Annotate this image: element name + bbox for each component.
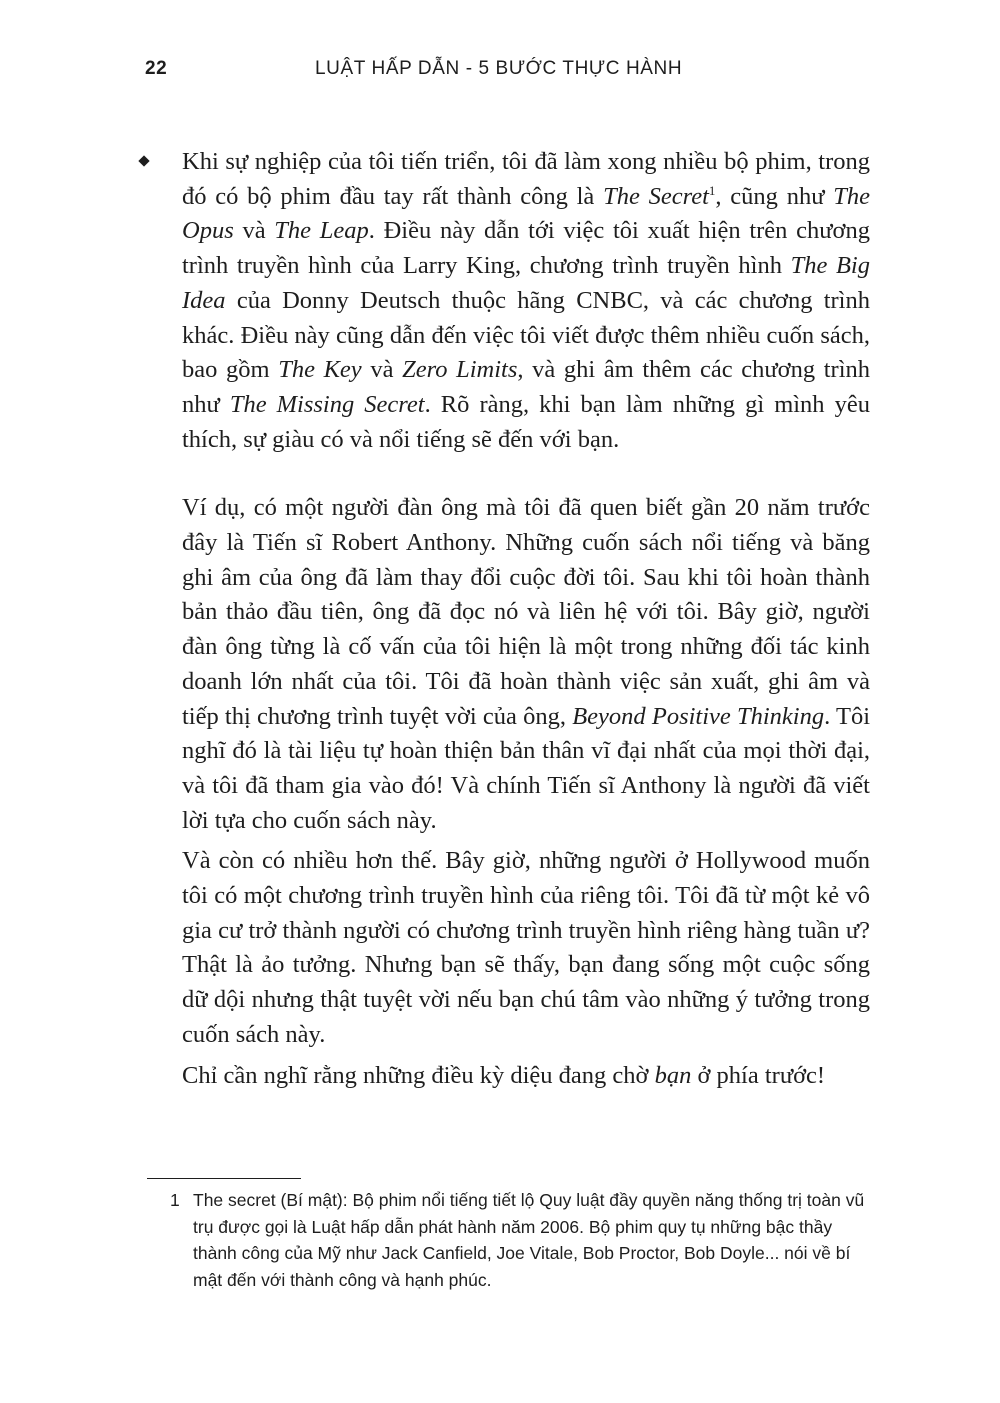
italic-emphasis: bạn bbox=[654, 1061, 692, 1089]
paragraph bbox=[182, 491, 870, 838]
text-run: Khi sự nghiệp của tôi tiến triển, tôi đã làm xong nhiều bộ phim, trong đó có bộ phim đầu tay rất thành công là bbox=[182, 148, 870, 210]
text-run: của Donny Deutsch thuộc hãng CNBC, và các chương trình khác. Điều này cũng dẫn đến việc tôi viết được thêm nhiều cuốn sách, bao gồm bbox=[182, 286, 870, 384]
italic-title: The Secret bbox=[603, 182, 709, 210]
text-run: . Điều này dẫn tới việc tôi xuất hiện trên chương trình truyền hình của Larry King, chương trình truyền hình bbox=[182, 217, 870, 280]
body-text bbox=[182, 145, 870, 1093]
italic-title: Zero Limits bbox=[402, 356, 518, 384]
text-run: . Rõ ràng, khi bạn làm những gì mình yêu thích, sự giàu có và nổi tiếng sẽ đến với bạn. bbox=[182, 390, 870, 453]
bullet-paragraph bbox=[182, 145, 870, 457]
italic-title: The Missing Secret bbox=[229, 390, 425, 418]
paragraph: Và còn có nhiều hơn thế. Bây giờ, những người ở Hollywood muốn tôi có một chương trình truyền hình của riêng tôi. Tôi đã từ một kẻ vô gia cư trở thành người có chương trình truyền hình riêng hàng tuần ư? Thật là ảo tưởng. Nhưng bạn sẽ thấy, bạn đang sống một cuộc sống dữ dội nhưng thật tuyệt vời nếu bạn chú tâm vào những ý tưởng trong cuốn sách này. bbox=[182, 847, 870, 1048]
paragraph bbox=[182, 1059, 870, 1094]
text-run: và bbox=[233, 217, 275, 245]
footnote bbox=[170, 1187, 870, 1293]
text-run: Ví dụ, có một người đàn ông mà tôi đã quen biết gần 20 năm trước đây là Tiến sĩ Robert Anthony. Những cuốn sách nổi tiếng và băng ghi âm của ông đã làm thay đổi cuộc đời tôi. Sau khi tôi hoàn thành bản thảo đầu tiên, ông đã đọc nó và liên hệ với tôi. Bây giờ, người đàn ông từng là cố vấn của tôi hiện là một trong những đối tác kinh doanh lớn nhất của tôi. Tôi đã hoàn thành việc sản xuất, ghi âm và tiếp thị chương trình tuyệt vời của ông, bbox=[182, 494, 870, 730]
footnote-text: The secret (Bí mật): Bộ phim nổi tiếng tiết lộ Quy luật đầy quyền năng thống trị toàn vũ trụ được gọi là Luật hấp dẫn phát hành năm 2006. Bộ phim quy tụ những bậc thầy thành công của Mỹ như Jack Canfield, Joe Vitale, Bob Proctor, Bob Doyle... nói về bí mật đến với thành công và hạnh phúc. bbox=[193, 1190, 865, 1290]
text-run: , và ghi âm thêm các chương trình như bbox=[182, 356, 871, 418]
text-run: Chỉ cần nghĩ rằng những điều kỳ diệu đang chờ bbox=[182, 1061, 655, 1089]
diamond-bullet-icon bbox=[138, 155, 149, 166]
text-run: ở phía trước! bbox=[691, 1061, 826, 1089]
text-run: , cũng như bbox=[715, 182, 834, 210]
italic-title: Beyond Positive Thinking bbox=[572, 702, 825, 730]
italic-title: The Opus bbox=[182, 182, 870, 245]
paragraph-spacer bbox=[182, 457, 870, 491]
italic-title: The Big Idea bbox=[182, 252, 870, 314]
running-title: LUẬT HẤP DẪN - 5 BƯỚC THỰC HÀNH bbox=[315, 58, 683, 79]
text-run: . Tôi nghĩ đó là tài liệu tự hoàn thiện bản thân vĩ đại nhất của mọi thời đại, và tôi đã tham gia vào đó! Và chính Tiến sĩ Anthony là người đã viết lời tựa cho cuốn sách này. bbox=[182, 702, 870, 834]
footnote-reference: 1 bbox=[708, 182, 716, 198]
italic-title: The Key bbox=[278, 356, 362, 384]
page-number: 22 bbox=[145, 58, 168, 79]
italic-title: The Leap bbox=[274, 217, 369, 245]
footnote-divider bbox=[147, 1178, 301, 1179]
footnote-number: 1 bbox=[170, 1190, 180, 1210]
page-header bbox=[0, 58, 1000, 88]
text-run: và bbox=[361, 356, 403, 384]
